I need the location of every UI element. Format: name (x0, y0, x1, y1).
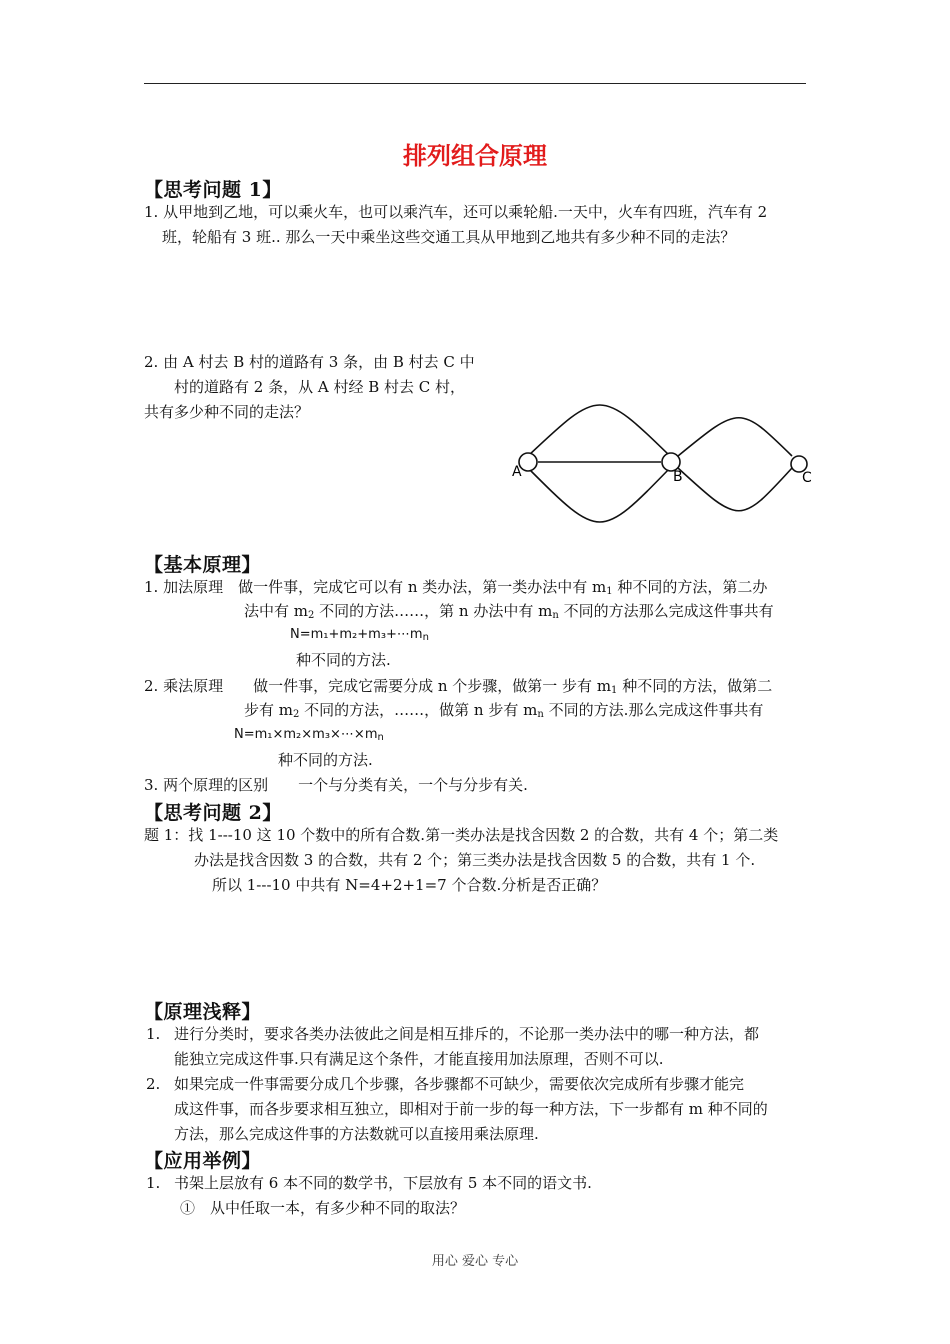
section-heading-basic: 【基本原理】 (144, 554, 262, 576)
section-heading-example: 【应用举例】 (144, 1150, 262, 1172)
addition-principle-line1: 1. 加法原理 做一件事，完成它可以有 n 类办法，第一类办法中有 $m_1$ 种不同的方法，第二办 (144, 578, 768, 597)
section-heading-think1: 【思考问题 1】 (144, 179, 282, 201)
node-label-b: B (673, 469, 683, 485)
road-ab-upper (528, 405, 670, 456)
think2-line1: 题 1：找 1---10 这 10 个数中的所有合数.第一类办法是找含因数 2 的合数，共有 4 个；第二类 (144, 826, 779, 844)
roads-diagram (500, 400, 820, 530)
explain-p2-line2: 成这件事，而各步要求相互独立，即相对于前一步的每一种方法，下一步都有 m 种不同的 (174, 1100, 768, 1118)
q2-line3: 共有多少种不同的走法？ (144, 403, 310, 421)
header-rule (144, 83, 806, 84)
page-footer: 用心 爱心 专心 (431, 1254, 519, 1269)
q2-line2: 村的道路有 2 条，从 A 村经 B 村去 C 村， (174, 378, 466, 396)
q1-line1: 1. 从甲地到乙地，可以乘火车，也可以乘汽车，还可以乘轮船.一天中，火车有四班，汽车有 2 (144, 203, 768, 221)
example-sub1: ① 从中任取一本，有多少种不同的取法？ (180, 1199, 466, 1217)
principles-difference: 3. 两个原理的区别 一个与分类有关，一个与分步有关. (144, 776, 528, 794)
q1-line2: 班，轮船有 3 班.. 那么一天中乘坐这些交通工具从甲地到乙地共有多少种不同的走法？ (162, 228, 736, 246)
q2-line1: 2. 由 A 村去 B 村的道路有 3 条，由 B 村去 C 中 (144, 353, 475, 371)
addition-formula: $N=m_1+m_2+m_3+\cdots m_n$ (290, 627, 429, 643)
think2-line3: 所以 1---10 中共有 N=4+2+1=7 个合数.分析是否正确？ (212, 876, 607, 894)
multiplication-principle-line2: 步有 $m_2$ 不同的方法，……，做第 n 步有 $m_n$ 不同的方法.那么完成这件事共有 (244, 701, 764, 720)
example-number-1: 1. (146, 1174, 161, 1192)
node-a (519, 453, 537, 471)
page-title: 排列组合原理 (403, 142, 547, 170)
explain-number-2: 2. (146, 1075, 161, 1093)
example-p1: 书架上层放有 6 本不同的数学书，下层放有 5 本不同的语文书. (174, 1174, 592, 1192)
multiplication-principle-line1: 2. 乘法原理 做一件事，完成它需要分成 n 个步骤，做第一 步有 $m_1$ 种不同的方法，做第二 (144, 677, 773, 696)
multiplication-tail: 种不同的方法. (278, 751, 373, 769)
section-heading-think2: 【思考问题 2】 (144, 802, 282, 824)
section-heading-explain: 【原理浅释】 (144, 1001, 262, 1023)
explain-p1-line2: 能独立完成这件事.只有满足这个条件，才能直接用加法原理，否则不可以. (174, 1050, 664, 1068)
addition-principle-line2: 法中有 $m_2$ 不同的方法……，第 n 办法中有 $m_n$ 不同的方法那么完成这件事共有 (244, 602, 774, 621)
node-label-a: A (512, 464, 522, 480)
multiplication-formula: $N=m_1\times m_2\times m_3\times\cdots\times m_n$ (234, 727, 384, 743)
explain-p2-line3: 方法，那么完成这件事的方法数就可以直接用乘法原理. (174, 1125, 539, 1143)
road-bc-lower (678, 468, 792, 511)
explain-p1-line1: 进行分类时，要求各类办法彼此之间是相互排斥的，不论那一类办法中的哪一种方法，都 (174, 1025, 760, 1043)
road-ab-lower (528, 468, 670, 522)
explain-p2-line1: 如果完成一件事需要分成几个步骤，各步骤都不可缺少，需要依次完成所有步骤才能完 (174, 1075, 745, 1093)
addition-tail: 种不同的方法. (296, 651, 391, 669)
think2-line2: 办法是找含因数 3 的合数，共有 2 个；第三类办法是找含因数 5 的合数，共有 1 个. (194, 851, 756, 869)
node-label-c: C (802, 470, 812, 486)
explain-number-1: 1. (146, 1025, 161, 1043)
road-bc-upper (678, 418, 792, 456)
